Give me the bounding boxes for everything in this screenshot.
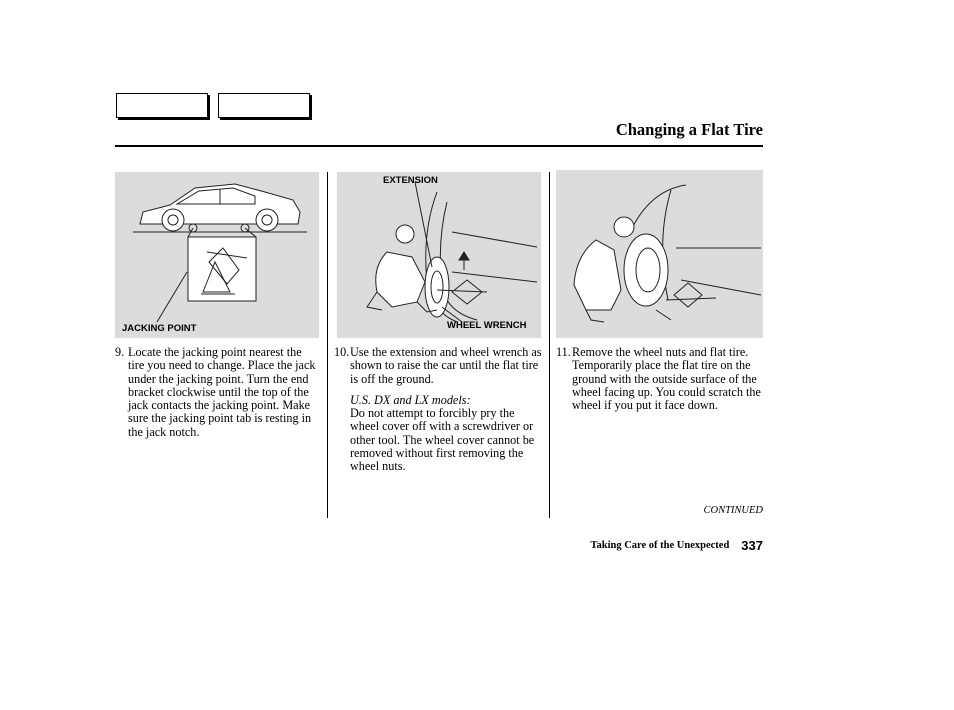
step-number: 11. [556, 345, 571, 359]
step-9 [115, 346, 319, 439]
column-divider-2 [549, 172, 550, 518]
car-jack-illustration [115, 172, 319, 338]
remove-tire-illustration [556, 170, 763, 338]
label-extension: EXTENSION [383, 175, 438, 186]
continued-label: CONTINUED [703, 505, 763, 516]
footer-section: Taking Care of the Unexpected [590, 539, 730, 551]
figure-remove-tire [556, 170, 763, 338]
header-tab-2 [218, 93, 310, 118]
note-text: Do not attempt to forcibly pry the wheel cover off with a screwdriver or other tool. The wheel cover cannot be removed without first removing the wheel nuts. [350, 406, 535, 474]
figure-jacking-point [115, 172, 319, 338]
step-11 [556, 346, 763, 412]
note-heading: U.S. DX and LX models: [350, 392, 471, 407]
page-footer [590, 536, 763, 554]
step-10 [334, 346, 542, 474]
wrench-illustration [337, 172, 541, 338]
label-wheel-wrench: WHEEL WRENCH [447, 320, 527, 331]
figure-extension-wrench [337, 172, 541, 338]
label-jacking-point: JACKING POINT [122, 323, 197, 334]
column-divider-1 [327, 172, 328, 518]
title-rule [115, 145, 763, 147]
step-text: Locate the jacking point nearest the tire you need to change. Place the jack under the jacking point. Turn the end bracket clockwise until the top of the jack contacts the jacking point. Make sure the jacking point tab is resting in the jack notch. [128, 345, 316, 439]
step-text: Remove the wheel nuts and flat tire. Temporarily place the flat tire on the ground with the outside surface of the wheel facing up. You could scratch the wheel if you put it face down. [572, 345, 761, 413]
step-text: Use the extension and wheel wrench as shown to raise the car until the flat tire is off the ground. [350, 345, 542, 386]
header-tab-1 [116, 93, 208, 118]
page-title: Changing a Flat Tire [615, 120, 763, 139]
step-number: 10. [334, 345, 350, 359]
step-number: 9. [115, 345, 125, 359]
page-number: 337 [741, 537, 763, 553]
